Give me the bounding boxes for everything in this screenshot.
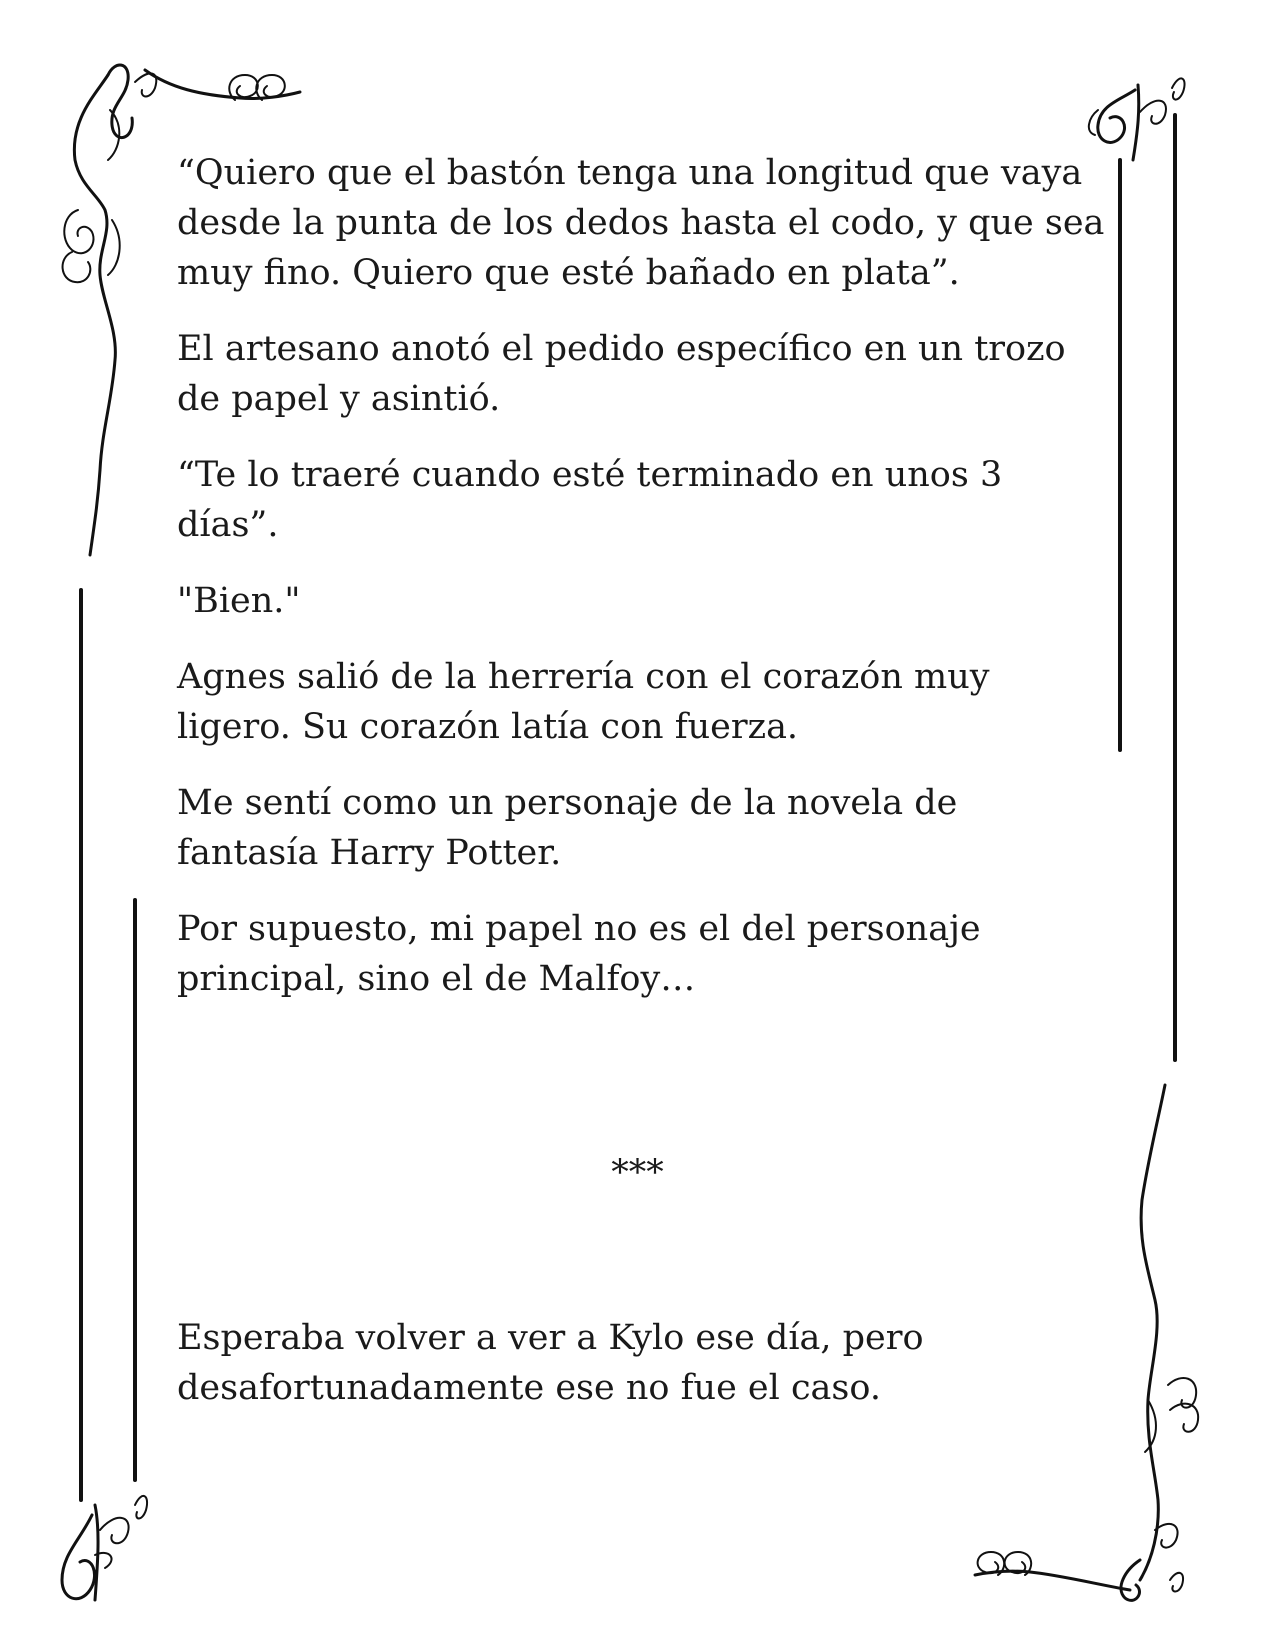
paragraph: "Bien."	[177, 581, 301, 621]
paragraph: “Te lo traeré cuando esté terminado en unos 3 días”.	[177, 455, 1003, 545]
paragraph: Agnes salió de la herrería con el corazón muy ligero. Su corazón latía con fuerza.	[177, 657, 990, 747]
bottom-left-flourish	[62, 1496, 147, 1600]
paragraph: Me sentí como un personaje de la novela de fantasía Harry Potter.	[177, 783, 958, 873]
paragraph: El artesano anotó el pedido específico en un trozo de papel y asintió.	[177, 329, 1066, 419]
scene-separator: ***	[611, 1153, 664, 1193]
closing-paragraph: Esperaba volver a ver a Kylo ese día, pero desafortunadamente ese no fue el caso.	[177, 1318, 924, 1408]
paragraph: “Quiero que el bastón tenga una longitud que vaya desde la punta de los dedos hasta el codo, y que sea muy fino. Quiero que esté bañado en plata”.	[177, 153, 1105, 293]
paragraph: Por supuesto, mi papel no es el del personaje principal, sino el de Malfoy…	[177, 909, 981, 999]
body-text	[177, 148, 1107, 1030]
